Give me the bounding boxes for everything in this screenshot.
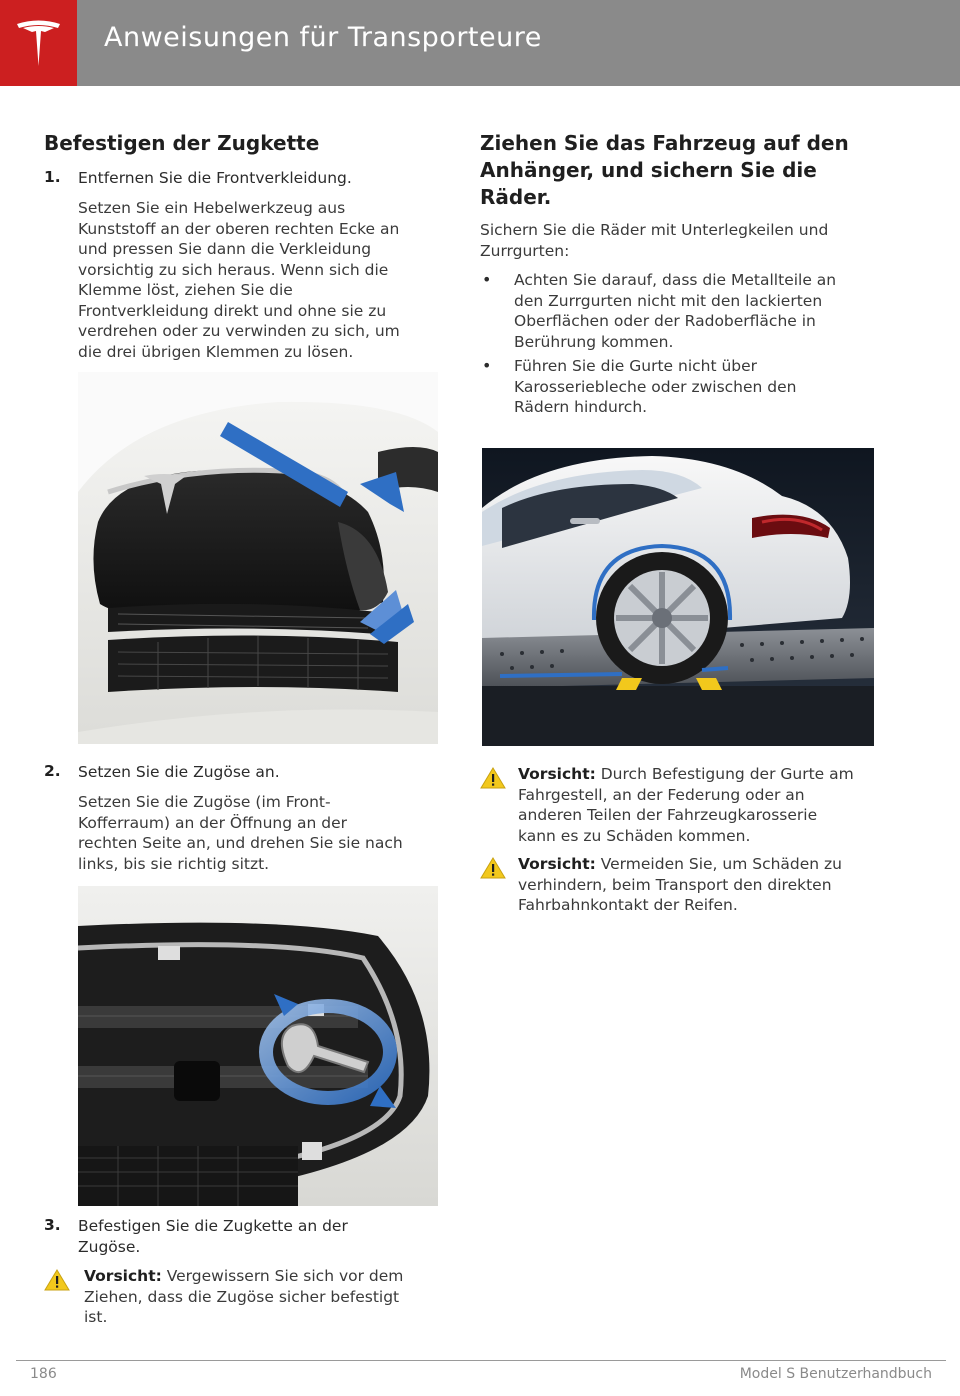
caution-label: Vorsicht: [518, 855, 596, 873]
step-body-line: verdrehen oder zu verwinden zu sich, um [78, 322, 400, 340]
tow-eye-illustration [78, 886, 438, 1206]
caution-label: Vorsicht: [84, 1267, 162, 1285]
step-title-line: Befestigen Sie die Zugkette an der [78, 1217, 348, 1235]
caution-text [518, 764, 854, 785]
step-body-line: die drei übrigen Klemmen zu lösen. [78, 342, 354, 361]
bullet-line: Oberflächen oder der Radoberfläche in [514, 312, 816, 330]
section-heading-trailer-line: Räder. [480, 185, 552, 209]
warning-triangle-icon [480, 766, 506, 790]
caution-line: Vergewissern Sie sich vor dem [166, 1267, 404, 1285]
bullet-icon: • [482, 356, 492, 375]
page-title: Anweisungen für Transporteure [104, 22, 542, 53]
step-body-line: vorsichtig zu sich heraus. Wenn sich die [78, 260, 389, 279]
caution-note [480, 854, 875, 918]
step-number: 1. [44, 168, 61, 186]
intro-line: Sichern Sie die Räder mit Unterlegkeilen und [480, 221, 829, 239]
bullet-icon: • [482, 270, 492, 289]
page-number: 186 [30, 1366, 57, 1382]
footer-divider [16, 1360, 946, 1361]
intro-line: Zurrgurten: [480, 241, 570, 260]
caution-line: Durch Befestigung der Gurte am [600, 765, 854, 783]
step-number: 2. [44, 762, 61, 780]
caution-line: Vermeiden Sie, um Schäden zu [600, 855, 843, 873]
bullet-line: Rädern hindurch. [514, 398, 648, 416]
step-title: Entfernen Sie die Frontverkleidung. [78, 169, 352, 187]
step-title-line: Zugöse. [78, 1237, 141, 1256]
step-body-line: links, bis sie richtig sitzt. [78, 854, 270, 873]
step-body-line: und pressen Sie dann die Verkleidung [78, 240, 372, 258]
step-body-line: Setzen Sie die Zugöse (im Front- [78, 793, 331, 811]
bullet-line: Berührung kommen. [514, 332, 674, 351]
section-heading-trailer-line: Anhänger, und sichern Sie die [480, 158, 817, 182]
caution-line: anderen Teilen der Fahrzeugkarosserie [518, 806, 818, 824]
caution-text [84, 1266, 403, 1287]
brand-logo-box [0, 0, 77, 86]
caution-line: verhindern, beim Transport den direkten [518, 875, 832, 894]
step-body-line: Kofferraum) an der Öffnung an der [78, 813, 347, 832]
caution-note [44, 1266, 438, 1330]
warning-triangle-icon [480, 856, 506, 880]
step-body-line: rechten Seite an, und drehen Sie sie nach [78, 834, 403, 852]
section-heading-tow-chain: Befestigen der Zugkette [44, 131, 320, 155]
warning-triangle-icon [44, 1268, 70, 1292]
bullet-line: Achten Sie darauf, dass die Metallteile an [514, 271, 837, 289]
section-heading-trailer-line: Ziehen Sie das Fahrzeug auf den [480, 131, 849, 155]
step-title: Setzen Sie die Zugöse an. [78, 763, 280, 781]
front-fascia-illustration [78, 372, 438, 744]
caution-label: Vorsicht: [518, 765, 596, 783]
bullet-line: den Zurrgurten nicht mit den lackierten [514, 291, 823, 310]
bullet-line: Karosseriebleche oder zwischen den [514, 377, 797, 396]
step-body-line: Kunststoff an der oberen rechten Ecke an [78, 219, 400, 238]
caution-line: kann es zu Schäden kommen. [518, 826, 751, 845]
manual-title: Model S Benutzerhandbuch [739, 1366, 932, 1382]
caution-line: ist. [84, 1308, 108, 1326]
tesla-logo-icon [15, 18, 62, 68]
bullet-line: Führen Sie die Gurte nicht über [514, 357, 758, 375]
caution-line: Fahrbahnkontakt der Reifen. [518, 896, 738, 914]
step-body-line: Setzen Sie ein Hebelwerkzeug aus [78, 199, 346, 217]
step-body-line: Frontverkleidung direkt und ohne sie zu [78, 301, 387, 320]
caution-line: Ziehen, dass die Zugöse sicher befestigt [84, 1287, 400, 1306]
step-number: 3. [44, 1216, 61, 1234]
caution-text [518, 854, 842, 875]
caution-note [480, 764, 875, 846]
wheel-strap-illustration [482, 448, 874, 746]
step-body-line: Klemme löst, ziehen Sie die [78, 281, 293, 299]
page-header [0, 0, 960, 86]
caution-line: Fahrgestell, an der Federung oder an [518, 785, 805, 804]
